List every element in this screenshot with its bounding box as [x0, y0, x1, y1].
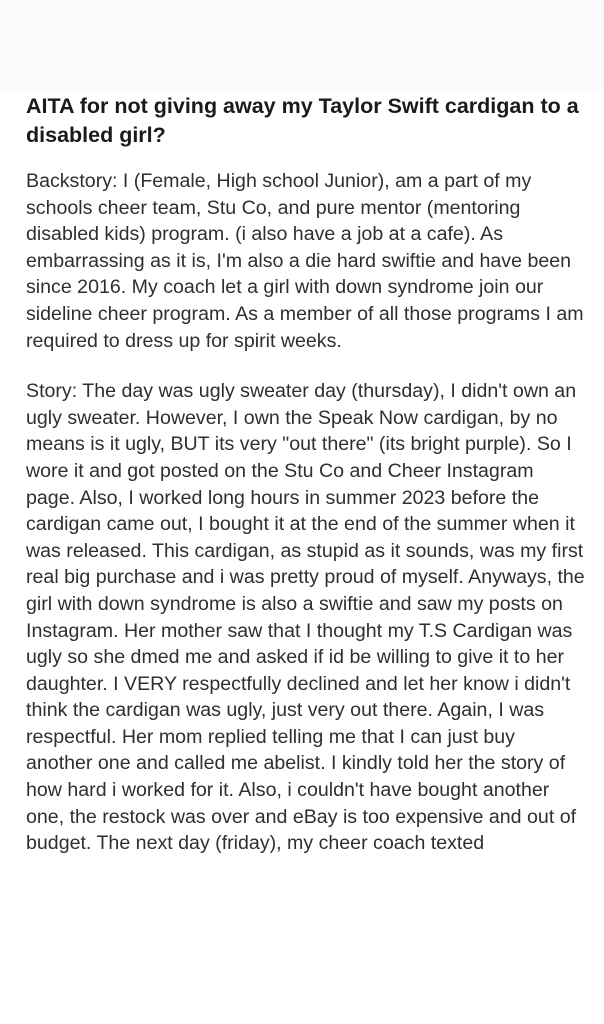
paragraph-backstory: Backstory: I (Female, High school Junior), am a part of my schools cheer team, Stu Co, and pure mentor (mentoring disabled kids) program. (i also have a job at a cafe). As embarrassing as it is, I'm also a die hard swiftie and have been since 2016. My coach let a girl with down syndrome join our sideline cheer program. As a member of all those programs I am required to dress up for spirit weeks.	[26, 170, 584, 352]
post-content	[0, 92, 604, 857]
post-title: AITA for not giving away my Taylor Swift cardigan to a disabled girl?	[26, 94, 579, 147]
post-body	[26, 168, 586, 857]
header-area	[0, 0, 604, 92]
paragraph-story: Story: The day was ugly sweater day (thursday), I didn't own an ugly sweater. However, I own the Speak Now cardigan, by no means is it ugly, BUT its very "out there" (its bright purple). So I wore it and got posted on the Stu Co and Cheer Instagram page. Also, I worked long hours in summer 2023 before the cardigan came out, I bought it at the end of the summer when it was released. This cardigan, as stupid as it sounds, was my first real big purchase and i was pretty proud of myself. Anyways, the girl with down syndrome is also a swiftie and saw my posts on Instagram. Her mother saw that I thought my T.S Cardigan was ugly so she dmed me and asked if id be willing to give it to her daughter. I VERY respectfully declined and let her know i didn't think the cardigan was ugly, just very out there. Again, I was respectful. Her mom replied telling me that I can just buy another one and called me abelist. I kindly told her the story of how hard i worked for it. Also, i couldn't have bought another one, the restock was over and eBay is too expensive and out of budget. The next day (friday), my cheer coach texted	[26, 380, 585, 855]
